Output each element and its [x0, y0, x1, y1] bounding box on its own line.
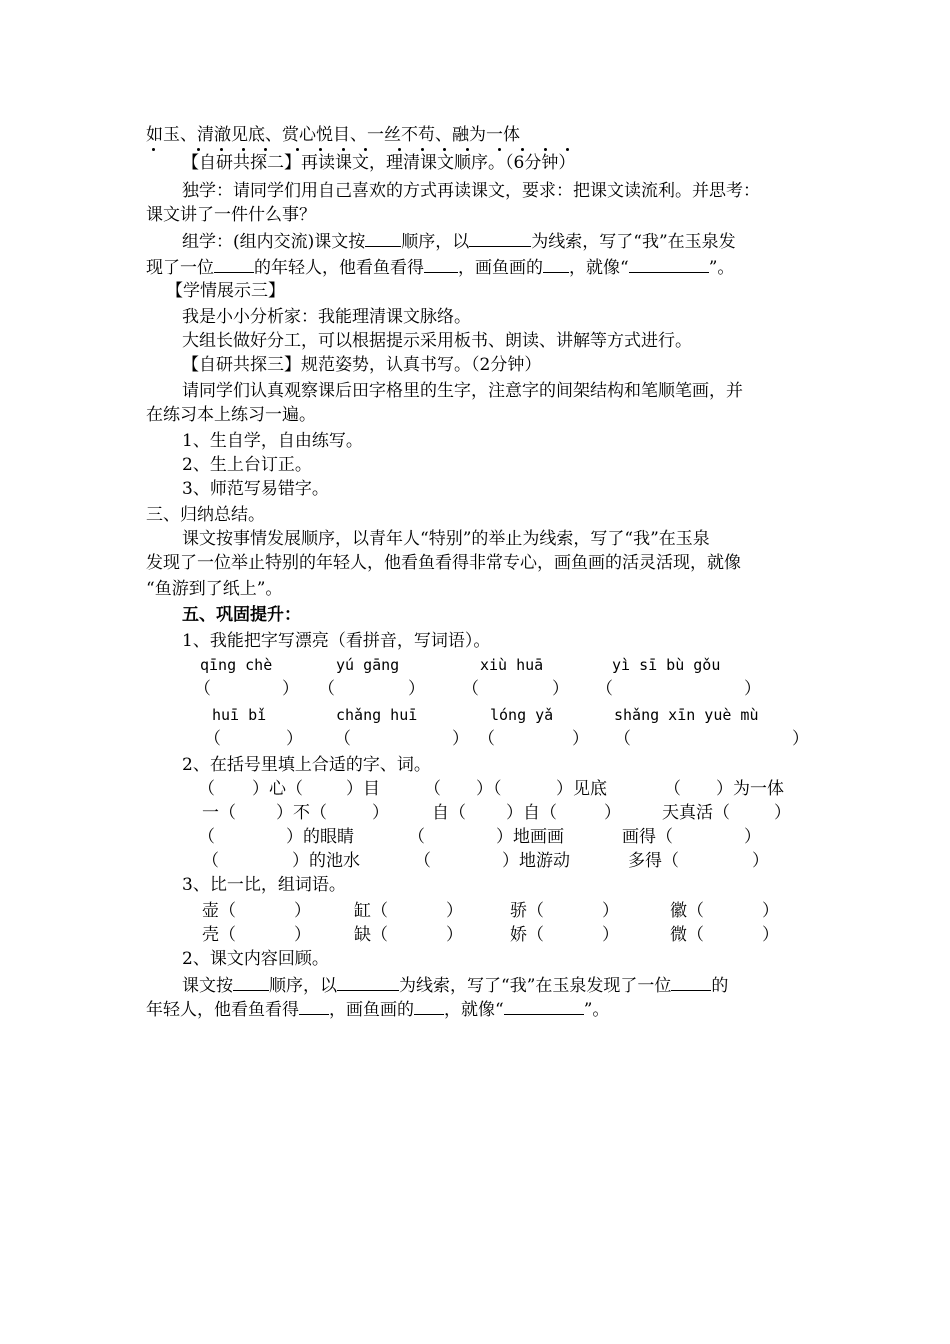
fill-text: ）不（	[276, 803, 327, 823]
compare-text: 骄（	[510, 901, 544, 921]
answer-paren-open[interactable]: （	[194, 679, 211, 699]
fill-text: 多得（	[628, 851, 679, 871]
text: 年轻人，他看鱼看得	[146, 1000, 299, 1020]
emphasis-dot	[466, 148, 469, 151]
explore3-line1: 请同学们认真观察课后田字格里的生字，注意字的间架结构和笔顺笔画，并	[182, 381, 743, 401]
pinyin-item: xiù huā	[480, 656, 544, 674]
text: ，画鱼画的	[329, 1000, 414, 1020]
fill-text: 天真活（	[662, 803, 730, 823]
compare-text: 微（	[670, 925, 704, 945]
fill-text: （	[198, 779, 215, 799]
answer-paren-open[interactable]: （	[478, 729, 495, 749]
fill-text: ）自（	[506, 803, 557, 823]
answer-paren-close: ）	[452, 729, 469, 749]
fill-blank[interactable]	[414, 998, 444, 1015]
fill-blank[interactable]	[214, 256, 254, 273]
answer-paren-open[interactable]: （	[596, 679, 613, 699]
fill-text: ）	[744, 827, 761, 847]
emphasis-dot	[152, 148, 155, 151]
fill-text: ）	[752, 851, 769, 871]
compare-text: 壶（	[202, 901, 236, 921]
answer-paren-close: ）	[792, 729, 809, 749]
pinyin-item: lóng yǎ	[490, 706, 554, 724]
answer-paren-open[interactable]: （	[204, 729, 221, 749]
pinyin-item: yú gāng	[336, 656, 400, 674]
fill-blank[interactable]	[543, 256, 569, 273]
answer-paren-open[interactable]: （	[614, 729, 631, 749]
fill-blank[interactable]	[671, 974, 711, 991]
compare-text: ）	[446, 901, 463, 921]
question-4: 2、课文内容回顾。	[182, 949, 329, 969]
answer-paren-open[interactable]: （	[334, 729, 351, 749]
fill-text: ）	[774, 803, 791, 823]
emphasis-dot	[498, 148, 501, 151]
text: 的	[711, 976, 729, 996]
answer-paren-close: ）	[286, 729, 303, 749]
compare-text: ）	[602, 925, 619, 945]
compare-text: 缺（	[354, 925, 388, 945]
fill-text: （	[202, 851, 219, 871]
fill-text: ）	[372, 803, 389, 823]
fill-blank[interactable]	[233, 974, 269, 991]
fill-text: ）为一体	[716, 779, 784, 799]
text: 为线索，写了“我”在玉泉发	[531, 232, 736, 252]
fill-text: （	[424, 779, 441, 799]
fill-blank[interactable]	[337, 974, 399, 991]
compare-text: ）	[294, 925, 311, 945]
text: 顺序，以	[401, 232, 470, 252]
pinyin-item: shǎng xīn yuè mù	[614, 706, 759, 724]
text: 为线索，写了“我”在玉泉发现了一位	[399, 976, 672, 996]
fill-text: ）的池水	[292, 851, 360, 871]
explore2-title: 【自研共探二】再读课文，理清课文顺序。（6分钟）	[182, 153, 576, 173]
text: ，画鱼画的	[458, 258, 543, 278]
fill-text: ）见底	[556, 779, 607, 799]
answer-paren-close: ）	[572, 729, 589, 749]
pinyin-item: qīng chè	[200, 656, 273, 674]
text: 的年轻人，他看鱼看得	[254, 258, 424, 278]
group-study-line2	[146, 256, 734, 279]
fill-text: （	[198, 827, 215, 847]
fill-blank[interactable]	[424, 256, 458, 273]
fill-text: （	[408, 827, 425, 847]
solo-study-line1: 独学：请同学们用自己喜欢的方式再读课文，要求：把课文读流利。并思考：	[182, 181, 760, 201]
emphasis-dot	[296, 148, 299, 151]
compare-text: 娇（	[510, 925, 544, 945]
summary-heading: 三、归纳总结。	[146, 505, 265, 525]
fill-text: ）地画画	[496, 827, 564, 847]
question-1: 1、我能把字写漂亮（看拼音，写词语）。	[182, 631, 491, 651]
text: 顺序，以	[269, 976, 337, 996]
answer-paren-close: ）	[744, 679, 761, 699]
fill-blank[interactable]	[504, 998, 584, 1015]
emphasis-dot	[197, 148, 200, 151]
show3-title: 【学情展示三】	[166, 281, 285, 301]
consolidate-heading: 五、巩固提升：	[182, 605, 301, 625]
compare-text: 缸（	[354, 901, 388, 921]
summary-line3: “鱼游到了纸上”。	[146, 579, 283, 599]
emphasis-dot	[364, 148, 367, 151]
show3-line1: 我是小小分析家：我能理清课文脉络。	[182, 307, 471, 327]
emphasis-dot	[264, 148, 267, 151]
fill-text: （	[664, 779, 681, 799]
compare-text: ）	[602, 901, 619, 921]
emphasis-dot	[342, 148, 345, 151]
compare-text: ）	[762, 925, 779, 945]
review-line2	[146, 998, 609, 1021]
emphasis-dot	[242, 148, 245, 151]
explore3-title: 【自研共探三】规范姿势，认真书写。（2分钟）	[182, 355, 542, 375]
review-line1	[182, 974, 728, 997]
pinyin-item: yì sī bù gǒu	[612, 656, 721, 674]
compare-text: 徽（	[670, 901, 704, 921]
compare-text: ）	[294, 901, 311, 921]
fill-text: 画得（	[622, 827, 673, 847]
fill-text: 自（	[432, 803, 466, 823]
answer-paren-close: ）	[408, 679, 425, 699]
explore3-line2: 在练习本上练习一遍。	[146, 405, 316, 425]
fill-blank[interactable]	[469, 230, 531, 247]
compare-text: 壳（	[202, 925, 236, 945]
text: 现了一位	[146, 258, 214, 278]
emphasis-dot	[398, 148, 401, 151]
emphasis-dot	[521, 148, 524, 151]
emphasis-dot	[220, 148, 223, 151]
step-item: 2、生上台订正。	[182, 455, 312, 475]
question-3: 3、比一比，组词语。	[182, 875, 346, 895]
fill-text: ）	[604, 803, 621, 823]
question-2: 2、在括号里填上合适的字、词。	[182, 755, 431, 775]
answer-paren-open[interactable]: （	[462, 679, 479, 699]
fill-text: 一（	[202, 803, 236, 823]
vocab-words: 如玉、清澈见底、赏心悦目、一丝不苟、融为一体	[146, 125, 520, 145]
step-item: 3、师范写易错字。	[182, 479, 329, 499]
fill-text: ）目	[346, 779, 380, 799]
pinyin-item: huī bǐ	[212, 706, 267, 724]
compare-text: ）	[446, 925, 463, 945]
summary-line2: 发现了一位举止特别的年轻人，他看鱼看得非常专心，画鱼画的活灵活现，就像	[146, 553, 741, 573]
emphasis-dot	[544, 148, 547, 151]
text: 课文按	[182, 976, 233, 996]
text: ”。	[708, 258, 735, 278]
emphasis-dot	[319, 148, 322, 151]
fill-blank[interactable]	[629, 256, 709, 273]
text: ，就像“	[444, 1000, 504, 1020]
emphasis-dot	[421, 148, 424, 151]
show3-line2: 大组长做好分工，可以根据提示采用板书、朗读、讲解等方式进行。	[182, 331, 692, 351]
group-study-line1	[182, 230, 736, 253]
answer-paren-close: ）	[282, 679, 299, 699]
pinyin-item: chǎng huī	[336, 706, 418, 724]
text: 组学：(组内交流)课文按	[182, 232, 366, 252]
compare-text: ）	[762, 901, 779, 921]
text: ”。	[583, 1000, 610, 1020]
solo-study-line2: 课文讲了一件什么事？	[146, 205, 316, 225]
fill-text: ）地游动	[502, 851, 570, 871]
emphasis-dot	[443, 148, 446, 151]
answer-paren-close: ）	[552, 679, 569, 699]
fill-text: ）心（	[252, 779, 303, 799]
text: ，就像“	[569, 258, 629, 278]
emphasis-dot	[566, 148, 569, 151]
fill-blank[interactable]	[365, 230, 401, 247]
answer-paren-open[interactable]: （	[318, 679, 335, 699]
fill-blank[interactable]	[299, 998, 329, 1015]
summary-line1: 课文按事情发展顺序，以青年人“特别”的举止为线索，写了“我”在玉泉	[182, 529, 710, 549]
fill-text: ）的眼睛	[286, 827, 354, 847]
fill-text: ）（	[476, 779, 502, 799]
step-item: 1、生自学，自由练写。	[182, 431, 363, 451]
fill-text: （	[414, 851, 431, 871]
